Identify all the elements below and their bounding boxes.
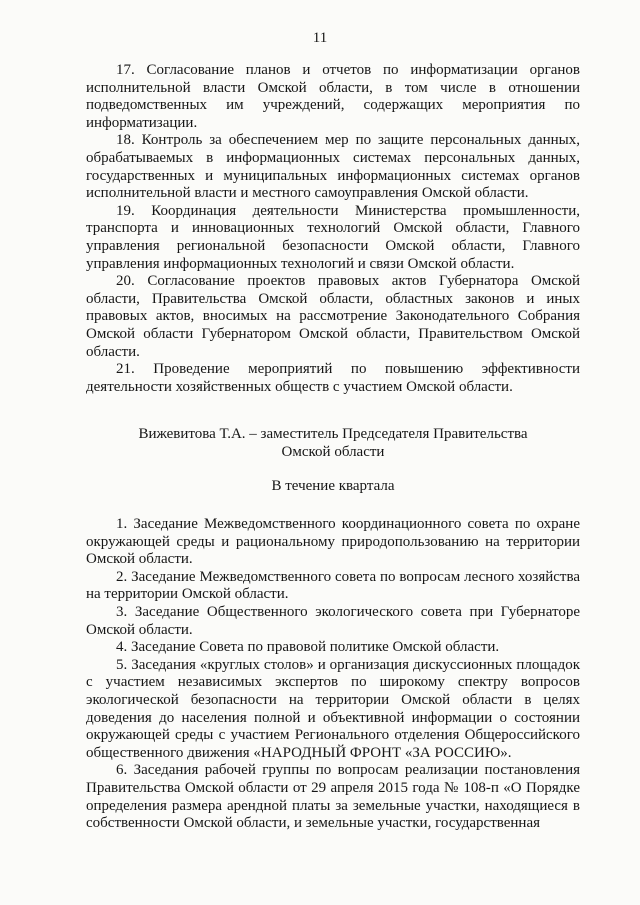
list-item: 19. Координация деятельности Министерства промышленности, транспорта и инновационных технологий Омской области, Главного управления региональной безопасности Омской области, Главного управления информационных технологий и связи Омской области.: [86, 202, 580, 272]
list-item: 1. Заседание Межведомственного координационного совета по охране окружающей среды и рациональному природопользованию на территории Омской области.: [86, 516, 580, 568]
list-item: 21. Проведение мероприятий по повышению эффективности деятельности хозяйственных обществ с участием Омской области.: [86, 361, 580, 395]
top-items-list: [86, 62, 580, 396]
official-name-line: Вижевитова Т.А. – заместитель Председателя Правительства: [138, 426, 528, 442]
official-heading: [80, 426, 586, 461]
period-heading: В течение квартала: [271, 478, 395, 494]
list-item: 17. Согласование планов и отчетов по информатизации органов исполнительной власти Омской области, в том числе в отношении подведомственных им учреждений, содержащих мероприятия по информатизации.: [86, 62, 580, 131]
list-item: 3. Заседание Общественного экологического совета при Губернаторе Омской области.: [86, 603, 580, 638]
list-item: 5. Заседания «круглых столов» и организация дискуссионных площадок с участием независимых экспертов по широкому спектру вопросов экологической безопасности на территории Омской области в целях доведения до населения полной и объективной информации о состоянии окружающей среды с участием Регионального отделения Общероссийского общественного движения «НАРОДНЫЙ ФРОНТ «ЗА РОССИЮ».: [86, 656, 580, 761]
list-item: 20. Согласование проектов правовых актов Губернатора Омской области, Правительства Омской области, областных законов и иных правовых актов, вносимых на рассмотрение Законодательного Собрания Омской области Губернатором Омской области, Правительством Омской области.: [86, 273, 580, 360]
list-item: 2. Заседание Межведомственного совета по вопросам лесного хозяйства на территории Омской области.: [86, 568, 580, 603]
official-region-line: Омской области: [281, 443, 385, 460]
list-item: 18. Контроль за обеспечением мер по защите персональных данных, обрабатываемых в информационных системах персональных данных, государственных и муниципальных информационных системах органов исполнительной власти и местного самоуправления Омской области.: [86, 132, 580, 202]
list-item: 4. Заседание Совета по правовой политике Омской области.: [116, 639, 500, 656]
list-item: 6. Заседания рабочей группы по вопросам реализации постановления Правительства Омской области от 29 апреля 2015 года № 108-п «О Порядке определения размера арендной платы за земельные участки, находящиеся в собственности Омской области, и земельные участки, государственная: [86, 762, 580, 832]
quarter-items-list: [86, 516, 580, 833]
page-number: 11: [312, 30, 328, 46]
